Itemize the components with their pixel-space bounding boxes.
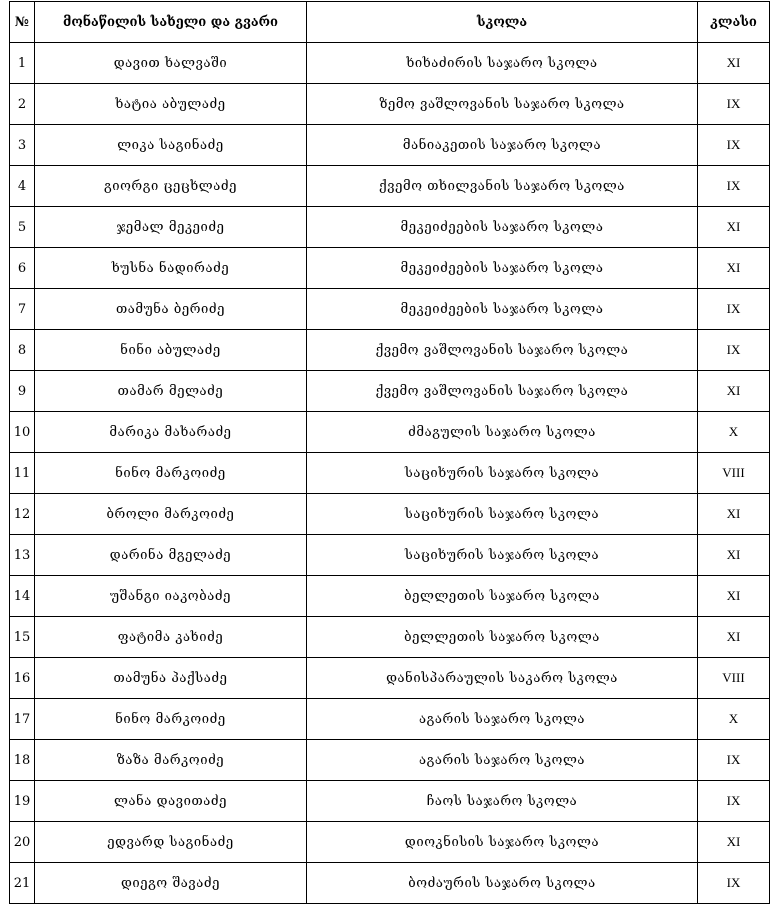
row-number: 19 xyxy=(10,781,35,822)
grade-level: XI xyxy=(698,207,770,248)
school-name: აგარის საჯარო სკოლა xyxy=(307,740,698,781)
row-number: 2 xyxy=(10,84,35,125)
school-name: ძმაგულის საჯარო სკოლა xyxy=(307,412,698,453)
grade-level: XI xyxy=(698,494,770,535)
grade-level: XI xyxy=(698,43,770,84)
table-row xyxy=(10,248,770,289)
table-row xyxy=(10,822,770,863)
school-name: საციხურის საჯარო სკოლა xyxy=(307,494,698,535)
table-row xyxy=(10,494,770,535)
school-name: მეკეიძეების საჯარო სკოლა xyxy=(307,289,698,330)
participant-name: ბროლი მარკოიძე xyxy=(35,494,307,535)
table-row xyxy=(10,740,770,781)
school-name: მეკეიძეების საჯარო სკოლა xyxy=(307,207,698,248)
grade-level: XI xyxy=(698,371,770,412)
participant-name: ლანა დავითაძე xyxy=(35,781,307,822)
participant-name: ხუსნა ნადირაძე xyxy=(35,248,307,289)
table-row xyxy=(10,330,770,371)
school-name: ზემო ვაშლოვანის საჯარო სკოლა xyxy=(307,84,698,125)
row-number: 14 xyxy=(10,576,35,617)
participants-table xyxy=(9,1,770,904)
row-number: 13 xyxy=(10,535,35,576)
grade-level: IX xyxy=(698,740,770,781)
participant-name: უშანგი იაკობაძე xyxy=(35,576,307,617)
participant-name: ნინო მარკოიძე xyxy=(35,453,307,494)
school-name: ბელლეთის საჯარო სკოლა xyxy=(307,576,698,617)
table-row xyxy=(10,781,770,822)
header-school: სკოლა xyxy=(307,2,698,43)
school-name: მეკეიძეების საჯარო სკოლა xyxy=(307,248,698,289)
participant-name: დიეგო შავაძე xyxy=(35,863,307,904)
table-row xyxy=(10,412,770,453)
grade-level: VIII xyxy=(698,658,770,699)
row-number: 9 xyxy=(10,371,35,412)
table-row xyxy=(10,863,770,904)
table-row xyxy=(10,207,770,248)
table-row xyxy=(10,453,770,494)
row-number: 21 xyxy=(10,863,35,904)
participant-name: დარინა მგელაძე xyxy=(35,535,307,576)
grade-level: X xyxy=(698,699,770,740)
table-row xyxy=(10,289,770,330)
table-row xyxy=(10,125,770,166)
school-name: ხიხაძირის საჯარო სკოლა xyxy=(307,43,698,84)
grade-level: XI xyxy=(698,248,770,289)
school-name: ქვემო თხილვანის საჯარო სკოლა xyxy=(307,166,698,207)
row-number: 5 xyxy=(10,207,35,248)
table-row xyxy=(10,699,770,740)
participant-name: თამარ მელაძე xyxy=(35,371,307,412)
row-number: 6 xyxy=(10,248,35,289)
table-header-row xyxy=(10,2,770,43)
header-grade: კლასი xyxy=(698,2,770,43)
grade-level: IX xyxy=(698,863,770,904)
row-number: 11 xyxy=(10,453,35,494)
school-name: აგარის საჯარო სკოლა xyxy=(307,699,698,740)
row-number: 20 xyxy=(10,822,35,863)
header-number: № xyxy=(10,2,35,43)
participant-name: თამუნა პაქსაძე xyxy=(35,658,307,699)
table-row xyxy=(10,617,770,658)
grade-level: IX xyxy=(698,781,770,822)
table-row xyxy=(10,84,770,125)
grade-level: VIII xyxy=(698,453,770,494)
grade-level: IX xyxy=(698,330,770,371)
school-name: ბელლეთის საჯარო სკოლა xyxy=(307,617,698,658)
table-row xyxy=(10,371,770,412)
participant-name: ნინო მარკოიძე xyxy=(35,699,307,740)
row-number: 4 xyxy=(10,166,35,207)
grade-level: IX xyxy=(698,166,770,207)
row-number: 16 xyxy=(10,658,35,699)
grade-level: IX xyxy=(698,289,770,330)
grade-level: X xyxy=(698,412,770,453)
row-number: 12 xyxy=(10,494,35,535)
participant-name: ზაზა მარკოიძე xyxy=(35,740,307,781)
school-name: საციხურის საჯარო სკოლა xyxy=(307,535,698,576)
row-number: 15 xyxy=(10,617,35,658)
grade-level: IX xyxy=(698,125,770,166)
school-name: დანისპარაულის საკარო სკოლა xyxy=(307,658,698,699)
grade-level: XI xyxy=(698,617,770,658)
school-name: ქვემო ვაშლოვანის საჯარო სკოლა xyxy=(307,330,698,371)
school-name: ჩაოს საჯარო სკოლა xyxy=(307,781,698,822)
table-row xyxy=(10,658,770,699)
grade-level: XI xyxy=(698,535,770,576)
table-row xyxy=(10,576,770,617)
participant-name: ფატიმა კახიძე xyxy=(35,617,307,658)
participant-name: ლიკა საგინაძე xyxy=(35,125,307,166)
school-name: საციხურის საჯარო სკოლა xyxy=(307,453,698,494)
row-number: 3 xyxy=(10,125,35,166)
school-name: მანიაკეთის საჯარო სკოლა xyxy=(307,125,698,166)
grade-level: XI xyxy=(698,822,770,863)
table-row xyxy=(10,166,770,207)
participant-name: ჯემალ მეკეიძე xyxy=(35,207,307,248)
participant-name: დავით ხალვაში xyxy=(35,43,307,84)
row-number: 17 xyxy=(10,699,35,740)
table-body xyxy=(10,43,770,904)
grade-level: IX xyxy=(698,84,770,125)
participant-name: მარიკა მახარაძე xyxy=(35,412,307,453)
participant-name: ხატია აბულაძე xyxy=(35,84,307,125)
row-number: 18 xyxy=(10,740,35,781)
table-row xyxy=(10,535,770,576)
row-number: 1 xyxy=(10,43,35,84)
participant-name: გიორგი ცეცხლაძე xyxy=(35,166,307,207)
header-participant-name: მონაწილის სახელი და გვარი xyxy=(35,2,307,43)
school-name: ბოძაურის საჯარო სკოლა xyxy=(307,863,698,904)
grade-level: XI xyxy=(698,576,770,617)
participant-name: ნინი აბულაძე xyxy=(35,330,307,371)
row-number: 8 xyxy=(10,330,35,371)
row-number: 7 xyxy=(10,289,35,330)
school-name: დიოკნისის საჯარო სკოლა xyxy=(307,822,698,863)
table-row xyxy=(10,43,770,84)
participant-name: თამუნა ბერიძე xyxy=(35,289,307,330)
participant-name: ედვარდ საგინაძე xyxy=(35,822,307,863)
row-number: 10 xyxy=(10,412,35,453)
school-name: ქვემო ვაშლოვანის საჯარო სკოლა xyxy=(307,371,698,412)
